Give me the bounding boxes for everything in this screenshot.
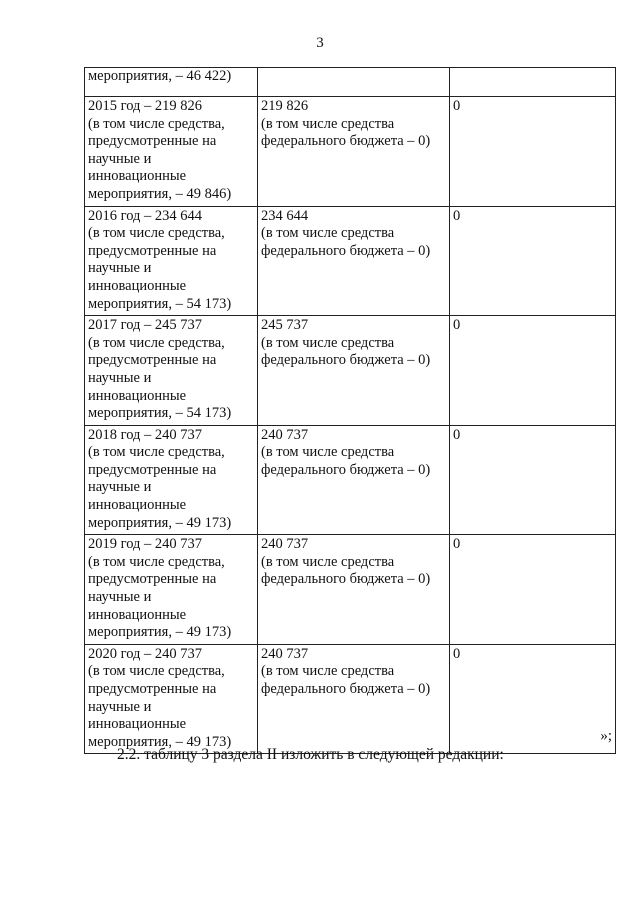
table-row-2015 <box>85 97 616 207</box>
table-cell-other: 0 <box>450 316 616 426</box>
table-row-continued <box>85 68 616 97</box>
table-cell-regional: 240 737 (в том числе средства федерального бюджета – 0) <box>258 425 450 535</box>
table-row-2020 <box>85 644 616 754</box>
table-cell-regional: 240 737 (в том числе средства федерального бюджета – 0) <box>258 644 450 754</box>
table-row-2017 <box>85 316 616 426</box>
table-cell-regional: 234 644 (в том числе средства федерального бюджета – 0) <box>258 206 450 316</box>
table-cell-other: 0 <box>450 206 616 316</box>
table-cell-total: 2018 год – 240 737 (в том числе средства, предусмотренные на научные и инновационные мероприятия, – 49 173) <box>85 425 258 535</box>
table-cell-total: 2019 год – 240 737 (в том числе средства, предусмотренные на научные и инновационные мероприятия, – 49 173) <box>85 535 258 645</box>
table-cell-other: 0 <box>450 97 616 207</box>
table-cell-regional: 219 826 (в том числе средства федерального бюджета – 0) <box>258 97 450 207</box>
table-cell-other: 0 <box>450 644 616 754</box>
table-row-2016 <box>85 206 616 316</box>
closing-quote-mark: »; <box>600 728 612 744</box>
table-cell-other: 0 <box>450 425 616 535</box>
table-row-2019 <box>85 535 616 645</box>
table-row-2018 <box>85 425 616 535</box>
table-cell-regional: 245 737 (в том числе средства федерального бюджета – 0) <box>258 316 450 426</box>
table-cell-total: 2016 год – 234 644 (в том числе средства, предусмотренные на научные и инновационные мероприятия, – 54 173) <box>85 206 258 316</box>
table-cell-other: 0 <box>450 535 616 645</box>
budget-table <box>84 67 616 754</box>
table-cell-total: 2020 год – 240 737 (в том числе средства, предусмотренные на научные и инновационные мероприятия, – 49 173) <box>85 644 258 754</box>
table-cell-other-continued <box>450 68 616 97</box>
table-cell-total-continued: мероприятия, – 46 422) <box>85 68 258 97</box>
table-cell-total: 2017 год – 245 737 (в том числе средства, предусмотренные на научные и инновационные мероприятия, – 54 173) <box>85 316 258 426</box>
table-cell-regional-continued <box>258 68 450 97</box>
page-number: 3 <box>316 35 324 51</box>
amendment-paragraph: 2.2. таблицу 3 раздела II изложить в следующей редакции: <box>117 746 504 763</box>
table-cell-total: 2015 год – 219 826 (в том числе средства, предусмотренные на научные и инновационные мероприятия, – 49 846) <box>85 97 258 207</box>
table-cell-regional: 240 737 (в том числе средства федерального бюджета – 0) <box>258 535 450 645</box>
budget-table-body <box>85 68 616 754</box>
